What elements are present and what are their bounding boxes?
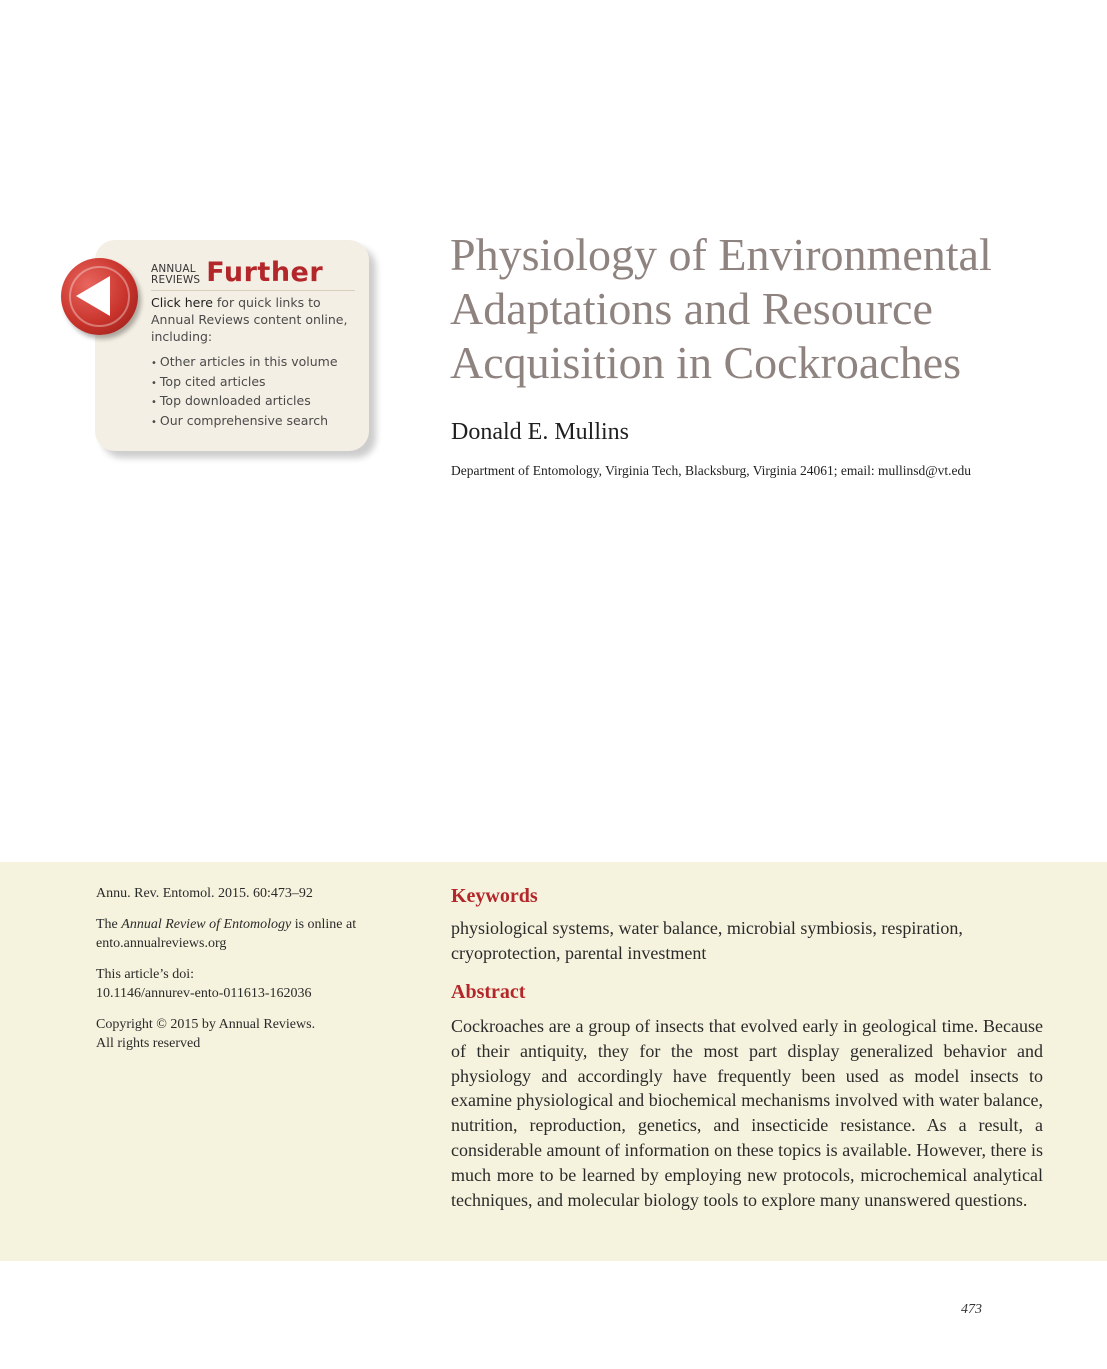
- online-notice: The Annual Review of Entomology is online at ento.annualreviews.org: [96, 915, 416, 953]
- copyright: Copyright © 2015 by Annual Reviews.: [96, 1017, 316, 1032]
- annual-reviews-wordmark: ANNUAL REVIEWS: [151, 263, 201, 286]
- further-brand: [151, 257, 355, 291]
- abstract-text: Cockroaches are a group of insects that evolved early in geological time. Because of their antiquity, they for the most part display generalized behavior and physiology and accordingly have frequently been used as model insects to examine physiological and biochemical mechanisms involved with water balance, nutrition, reproduction, genetics, and insecticide resistance. As a result, a considerable amount of information on these topics is available. However, there is much more to be learned by employing new protocols, microchemical analytical techniques, and molecular biology tools to explore many unanswered questions.: [451, 1016, 1043, 1210]
- further-description: [151, 294, 355, 345]
- arrow-triangle: [76, 276, 110, 316]
- further-box[interactable]: [95, 240, 369, 451]
- doi-block: [96, 965, 416, 1003]
- journal-name: Annual Review of Entomology: [121, 917, 292, 932]
- doi-value[interactable]: 10.1146/annurev-ento-011613-162036: [96, 986, 312, 1001]
- keywords-text: physiological systems, water balance, microbial symbiosis, respiration, cryoprotection, parental investment: [451, 918, 963, 963]
- link-top-cited[interactable]: • Top cited articles: [151, 373, 355, 393]
- publication-info: [96, 884, 416, 1065]
- doi-label: This article’s doi:: [96, 967, 194, 982]
- click-here-link[interactable]: Click here: [151, 295, 213, 310]
- link-top-downloaded[interactable]: • Top downloaded articles: [151, 392, 355, 412]
- keywords-heading: Keywords: [451, 885, 538, 907]
- main-column: [451, 882, 1043, 1212]
- author-affiliation: Department of Entomology, Virginia Tech, Blacksburg, Virginia 24061; email: mullinsd@vt.edu: [451, 463, 972, 478]
- online-url[interactable]: ento.annualreviews.org: [96, 936, 227, 951]
- article-title: Physiology of Environmental Adaptations and Resource Acquisition in Cockroaches: [450, 229, 992, 388]
- left-arrow-icon[interactable]: [61, 258, 138, 335]
- rights: All rights reserved: [96, 1036, 201, 1051]
- further-links-list: [151, 353, 355, 431]
- further-wordmark: Further: [206, 257, 324, 288]
- copyright-block: [96, 1015, 416, 1053]
- link-other-articles[interactable]: • Other articles in this volume: [151, 353, 355, 373]
- link-comprehensive-search[interactable]: • Our comprehensive search: [151, 412, 355, 432]
- abstract-heading: Abstract: [451, 981, 526, 1003]
- page-number: 473: [961, 1302, 982, 1317]
- author-name: Donald E. Mullins: [451, 419, 629, 445]
- citation: Annu. Rev. Entomol. 2015. 60:473–92: [96, 886, 313, 901]
- further-description-text: for quick links to Annual Reviews content online, including:: [151, 295, 348, 344]
